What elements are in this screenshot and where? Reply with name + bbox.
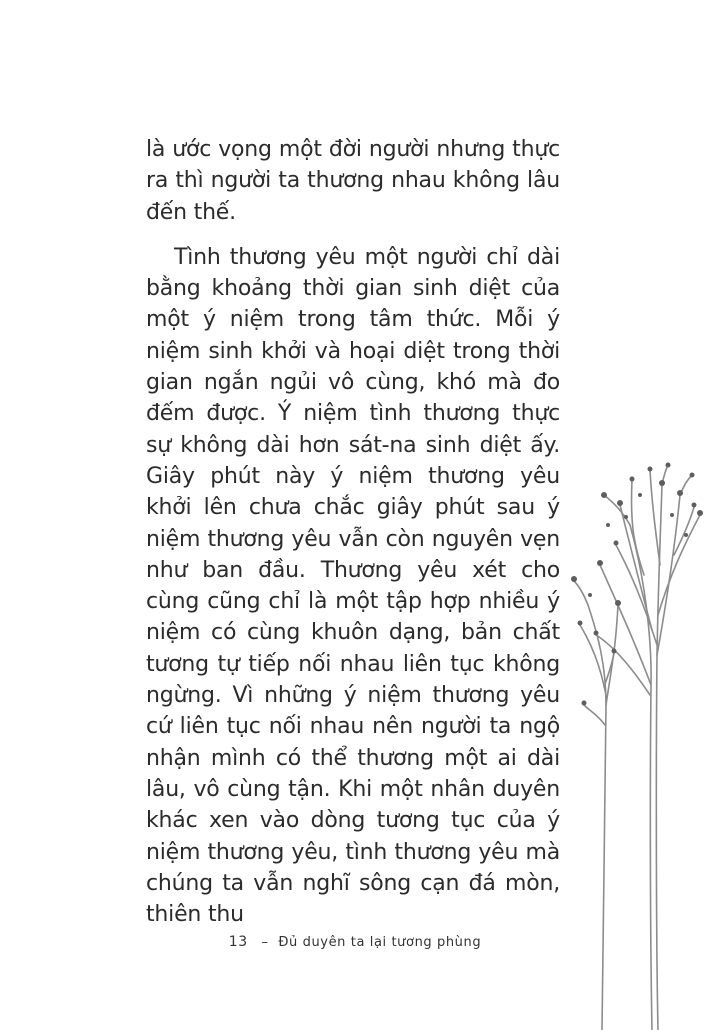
plant-stems-illustration <box>560 455 710 1030</box>
page-body-text <box>146 134 560 930</box>
book-title: Đủ duyên ta lại tương phùng <box>278 935 482 950</box>
plant-stems-icon <box>574 465 700 1030</box>
paragraph-main: Tình thương yêu một người chỉ dài bằng khoảng thời gian sinh diệt của một ý niệm trong tâm thức. Mỗi ý niệm sinh khởi và hoại diệt trong thời gian ngắn ngủi vô cùng, khó mà đo đếm được. Ý niệm tình thương thực sự không dài hơn sát-na sinh diệt ấy. Giây phút này ý niệm thương yêu khởi lên chưa chắc giây phút sau ý niệm thương yêu vẫn còn nguyên vẹn như ban đầu. Thương yêu xét cho cùng cũng chỉ là một tập hợp nhiều ý niệm có cùng khuôn dạng, bản chất tương tự tiếp nối nhau liên tục không ngừng. Vì những ý niệm thương yêu cứ liên tục nối nhau nên người ta ngộ nhận mình có thể thương một ai dài lâu, vô cùng tận. Khi một nhân duyên khác xen vào dòng tương tục của ý niệm thương yêu, tình thương yêu mà chúng ta vẫn nghĩ sông cạn đá mòn, thiên thu <box>146 244 560 928</box>
page-number: 13 <box>228 934 248 950</box>
seed-dots-icon <box>571 463 703 706</box>
paragraph-continuation: là ước vọng một đời người nhưng thực ra thì người ta thương nhau không lâu đến thế. <box>146 137 560 225</box>
footer-separator: – <box>261 935 269 950</box>
